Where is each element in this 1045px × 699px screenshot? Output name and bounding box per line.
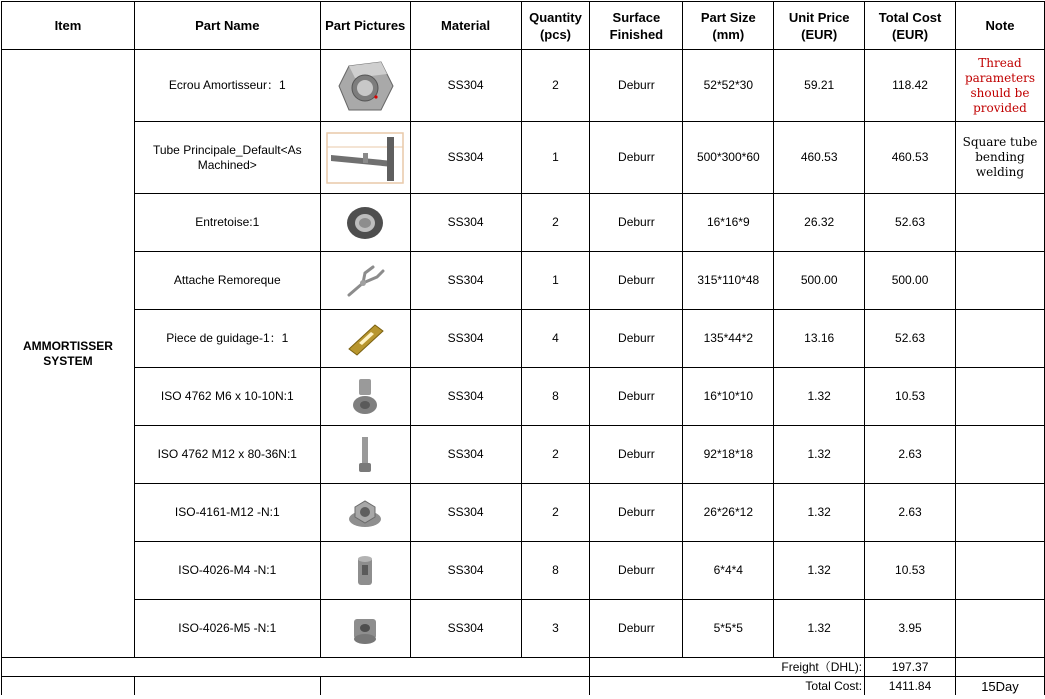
- surface-finish: Deburr: [590, 122, 683, 194]
- quantity: 1: [521, 252, 590, 310]
- unit-price: 1.32: [774, 426, 865, 484]
- unit-price: 1.32: [774, 600, 865, 658]
- part-picture: [320, 426, 410, 484]
- surface-finish: Deburr: [590, 252, 683, 310]
- part-name: Attache Remoreque: [134, 252, 320, 310]
- total-cost: 500.00: [865, 252, 956, 310]
- part-name: Tube Principale_Default<As Machined>: [134, 122, 320, 194]
- note: [955, 484, 1044, 542]
- part-name: ISO 4762 M12 x 80-36N:1: [134, 426, 320, 484]
- quantity: 3: [521, 600, 590, 658]
- table-row: [2, 310, 1045, 368]
- total-row: [2, 677, 1045, 696]
- table-row: [2, 194, 1045, 252]
- part-size: 16*10*10: [683, 368, 774, 426]
- header-quantity: Quantity (pcs): [521, 2, 590, 50]
- tube-frame-icon: [323, 127, 407, 189]
- part-picture: [320, 484, 410, 542]
- surface-finish: Deburr: [590, 426, 683, 484]
- table-row: [2, 252, 1045, 310]
- note: [955, 426, 1044, 484]
- quantity: 8: [521, 542, 590, 600]
- material: SS304: [410, 122, 521, 194]
- total-value: 1411.84: [865, 677, 956, 696]
- part-picture: [320, 122, 410, 194]
- part-name: ISO 4762 M6 x 10-10N:1: [134, 368, 320, 426]
- material: SS304: [410, 368, 521, 426]
- quantity: 2: [521, 484, 590, 542]
- part-picture: [320, 310, 410, 368]
- quantity: 8: [521, 368, 590, 426]
- surface-finish: Deburr: [590, 368, 683, 426]
- total-cost: 10.53: [865, 368, 956, 426]
- surface-finish: Deburr: [590, 484, 683, 542]
- total-cost: 2.63: [865, 484, 956, 542]
- freight-row: [2, 658, 1045, 677]
- quantity: 1: [521, 122, 590, 194]
- short-bolt-icon: [345, 375, 385, 419]
- header-surface: Surface Finished: [590, 2, 683, 50]
- part-size: 92*18*18: [683, 426, 774, 484]
- header-size: Part Size (mm): [683, 2, 774, 50]
- unit-price: 1.32: [774, 368, 865, 426]
- part-name: ISO-4026-M5 -N:1: [134, 600, 320, 658]
- part-name: ISO-4026-M4 -N:1: [134, 542, 320, 600]
- unit-price: 59.21: [774, 50, 865, 122]
- header-row: [2, 2, 1045, 50]
- set-screw-icon: [350, 551, 380, 591]
- part-picture: [320, 252, 410, 310]
- header-unit-price: Unit Price (EUR): [774, 2, 865, 50]
- part-picture: [320, 368, 410, 426]
- total-cost: 460.53: [865, 122, 956, 194]
- unit-price: 13.16: [774, 310, 865, 368]
- part-size: 315*110*48: [683, 252, 774, 310]
- unit-price: 500.00: [774, 252, 865, 310]
- table-row: [2, 426, 1045, 484]
- freight-value: 197.37: [865, 658, 956, 677]
- table-row: [2, 368, 1045, 426]
- header-material: Material: [410, 2, 521, 50]
- header-note: Note: [955, 2, 1044, 50]
- note: [955, 368, 1044, 426]
- part-size: 5*5*5: [683, 600, 774, 658]
- lead-time: 15Day: [955, 677, 1044, 696]
- header-part-name: Part Name: [134, 2, 320, 50]
- part-name: Entretoise:1: [134, 194, 320, 252]
- part-name: ISO-4161-M12 -N:1: [134, 484, 320, 542]
- part-size: 6*4*4: [683, 542, 774, 600]
- material: SS304: [410, 252, 521, 310]
- surface-finish: Deburr: [590, 542, 683, 600]
- part-size: 52*52*30: [683, 50, 774, 122]
- quantity: 2: [521, 194, 590, 252]
- spacer-ring-icon: [343, 201, 387, 245]
- part-size: 500*300*60: [683, 122, 774, 194]
- set-screw-small-icon: [348, 611, 382, 647]
- total-cost: 3.95: [865, 600, 956, 658]
- material: SS304: [410, 484, 521, 542]
- surface-finish: Deburr: [590, 50, 683, 122]
- note: Thread parameters should be provided: [955, 50, 1044, 122]
- total-label: Total Cost:: [590, 677, 865, 696]
- material: SS304: [410, 542, 521, 600]
- total-cost: 52.63: [865, 310, 956, 368]
- freight-label: Freight（DHL):: [590, 658, 865, 677]
- quantity: 2: [521, 50, 590, 122]
- guide-plate-icon: [343, 319, 387, 359]
- table-row: [2, 600, 1045, 658]
- quote-table: [1, 1, 1045, 695]
- total-cost: 10.53: [865, 542, 956, 600]
- part-name: Piece de guidage-1：1: [134, 310, 320, 368]
- note: [955, 542, 1044, 600]
- note: Square tube bending welding: [955, 122, 1044, 194]
- table-row: [2, 484, 1045, 542]
- material: SS304: [410, 426, 521, 484]
- table-row: [2, 50, 1045, 122]
- part-picture: [320, 50, 410, 122]
- header-total-cost: Total Cost (EUR): [865, 2, 956, 50]
- quantity: 4: [521, 310, 590, 368]
- part-picture: [320, 542, 410, 600]
- table-row: [2, 542, 1045, 600]
- part-name: Ecrou Amortisseur：1: [134, 50, 320, 122]
- surface-finish: Deburr: [590, 600, 683, 658]
- note: [955, 194, 1044, 252]
- note: [955, 600, 1044, 658]
- part-picture: [320, 194, 410, 252]
- flange-nut-icon: [345, 493, 385, 533]
- note: [955, 310, 1044, 368]
- note: [955, 252, 1044, 310]
- part-size: 26*26*12: [683, 484, 774, 542]
- surface-finish: Deburr: [590, 310, 683, 368]
- header-item: Item: [2, 2, 135, 50]
- fork-clip-icon: [343, 261, 387, 301]
- material: SS304: [410, 50, 521, 122]
- total-cost: 2.63: [865, 426, 956, 484]
- header-part-pictures: Part Pictures: [320, 2, 410, 50]
- total-cost: 118.42: [865, 50, 956, 122]
- part-size: 135*44*2: [683, 310, 774, 368]
- unit-price: 26.32: [774, 194, 865, 252]
- quantity: 2: [521, 426, 590, 484]
- part-picture: [320, 600, 410, 658]
- unit-price: 460.53: [774, 122, 865, 194]
- part-size: 16*16*9: [683, 194, 774, 252]
- surface-finish: Deburr: [590, 194, 683, 252]
- total-cost: 52.63: [865, 194, 956, 252]
- hex-nut-icon: [335, 56, 395, 116]
- material: SS304: [410, 600, 521, 658]
- unit-price: 1.32: [774, 484, 865, 542]
- item-group: AMMORTISSER SYSTEM: [2, 50, 135, 658]
- long-bolt-icon: [350, 433, 380, 477]
- material: SS304: [410, 310, 521, 368]
- material: SS304: [410, 194, 521, 252]
- unit-price: 1.32: [774, 542, 865, 600]
- table-row: [2, 122, 1045, 194]
